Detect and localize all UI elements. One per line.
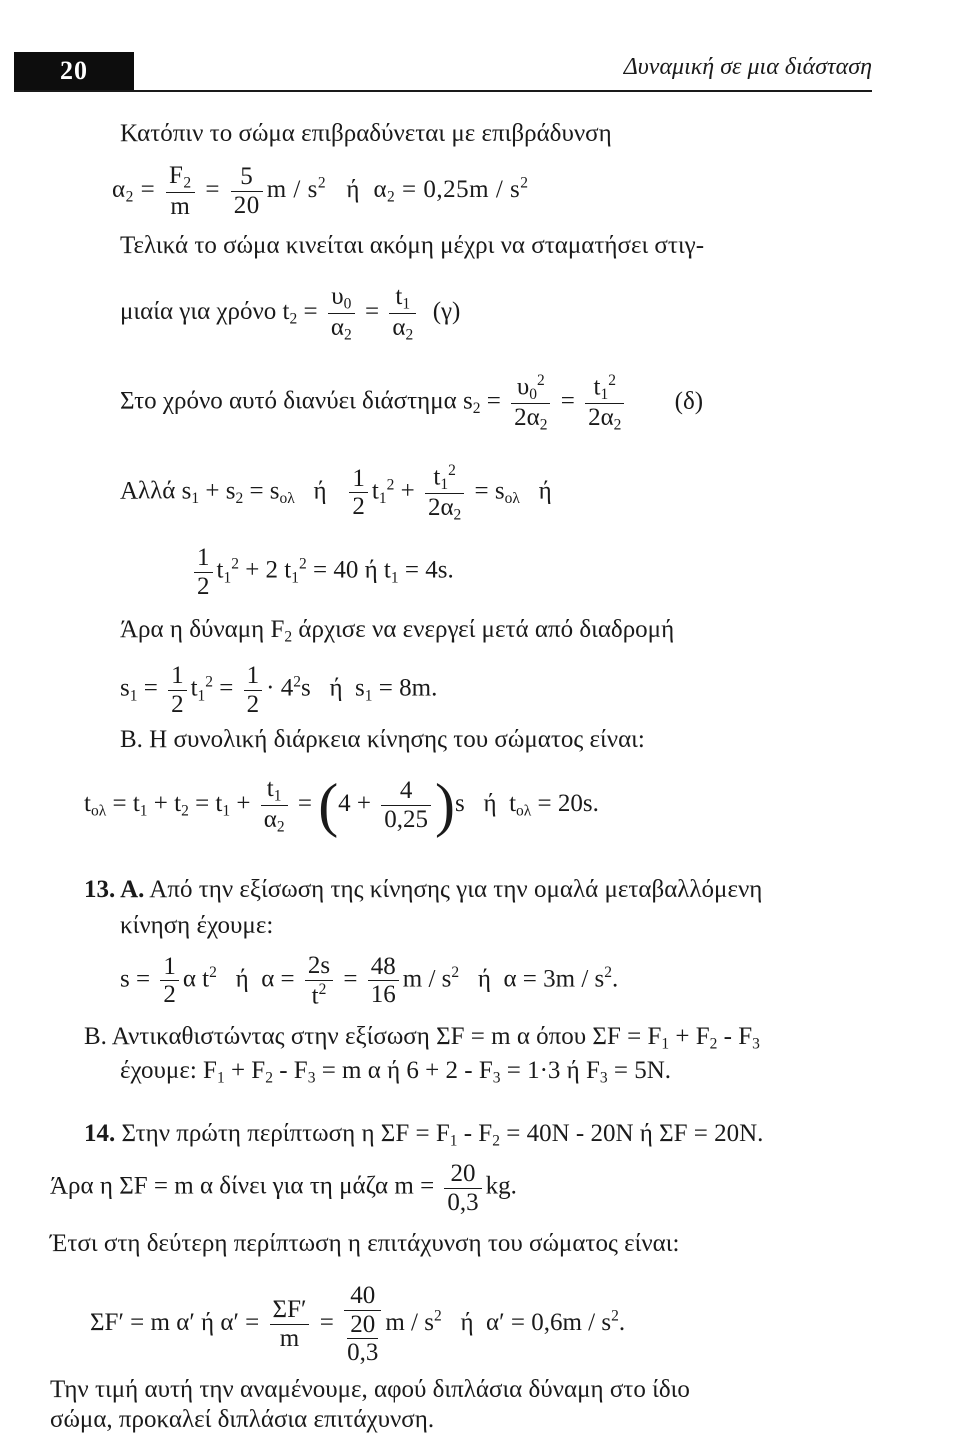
equation-second-acceleration: ΣF′ = m α′ ή α′ = $\frac{\Sigma F'}{m}$ = 40 20 0,3 m / $s^2$ ή $\alpha' = 0,6m / s^2$. — [90, 1282, 626, 1366]
equation-acceleration: s = $\frac{1}{2}$ α $t^2$ ή α = $\frac{2s}{t^2}$ = $\frac{48}{16}$ m / $s^2$ ή $\alpha = 3m / s^2$. — [120, 952, 619, 1009]
text-line-1: Κατόπιν το σώμα επιβραδύνεται με επιβράδυνση — [120, 120, 612, 147]
text-line-21: Την τιμή αυτή την αναμένουμε, αφού διπλάσια δύναμη στο ίδιο — [50, 1376, 690, 1403]
equation-s1: $s_1$ = $\frac{1}{2}$ $t_1^2$ = $\frac{1}{2}$ · $4^2s$ ή $s_1 = 8m$. — [120, 662, 438, 718]
equation-F3: έχουμε: $F_1 + F_2 - F_3 = m$ α ή $6 + 2 - F_3 = 1\cdot 3$ ή $F_3 = 5N$. — [120, 1057, 672, 1087]
equation-s2: Στο χρόνο αυτό διανύει διάστημα $s_2$ = $\frac{\upsilon_0^2}{2\alpha_2}$ = $\frac{t_1^2}{2\alpha_2}$ (δ) — [120, 372, 704, 434]
text-line-22: σώμα, προκαλεί διπλάσια επιτάχυνση. — [50, 1406, 435, 1433]
fraction-5-20: $\frac{5}{20}$ — [231, 163, 263, 219]
text-line-19: Έτσι στη δεύτερη περίπτωση η επιτάχυνση του σώματος είναι: — [50, 1230, 680, 1257]
text-line-10: Β. Η συνολική διάρκεια κίνησης του σώματος είναι: — [120, 726, 645, 753]
equation-t2: μιαία για χρόνο $t_2$ = $\frac{\upsilon_0}{\alpha_2}$ = $\frac{t_1}{\alpha_2}$ (γ) — [120, 283, 461, 344]
text-line-13B: Β. Αντικαθιστώντας στην εξίσωση ΣF = m α όπου $\Sigma F = F_1 + F_2 - F_3$ — [84, 1023, 760, 1053]
page-number: 20 — [14, 52, 134, 90]
running-title: Δυναμική σε μια διάσταση — [623, 54, 872, 80]
equation-mass: Άρα η ΣF = m α δίνει για τη μάζα m = $\frac{20}{0,3}$ kg. — [50, 1160, 517, 1216]
equation-sum-s: Αλλά $s_1 + s_2 = s_{o\lambda}$ ή $\frac{1}{2}$ $t_1^2$ + $\frac{t_1^2}{2\alpha_2}$ = $s_{o\lambda}$ ή — [120, 462, 552, 524]
fraction-F2-m: $\frac{F_2}{m}$ — [166, 162, 195, 220]
text-line-13A-cont: κίνηση έχουμε: — [120, 912, 274, 939]
header-divider — [14, 90, 872, 92]
text-line-13A: 13. Α. Από την εξίσωση της κίνησης για την ομαλά μεταβαλλόμενη — [84, 876, 763, 903]
equation-a2: $\alpha_2$ = $\frac{F_2}{m}$ = $\frac{5}{20}$ m / $s^2$ ή $\alpha_2 = 0,25m / s^2$ — [112, 162, 529, 220]
text-line-8: Άρα η δύναμη $F_2$ άρχισε να ενεργεί μετά από διαδρομή — [120, 616, 675, 646]
equation-t-total: $t_{o\lambda} = t_1 + t_2 = t_1$ + $\frac{t_1}{\alpha_2}$ = (4 + $\frac{4}{0,25}$ )s ή $t_{o\lambda} = 20s$. — [84, 772, 599, 839]
equation-t1: $\frac{1}{2}$ $t_1^2 + 2$ $t_1^2 = 40$ ή $t_1 = 4s$. — [190, 544, 454, 600]
text-line-3: Τελικά το σώμα κινείται ακόμη μέχρι να σταματήσει στιγ- — [120, 232, 705, 259]
text-line-14: 14. Στην πρώτη περίπτωση η $\Sigma F = F_1 - F_2 = 40N - 20N$ ή ΣF = 20N. — [84, 1120, 764, 1150]
